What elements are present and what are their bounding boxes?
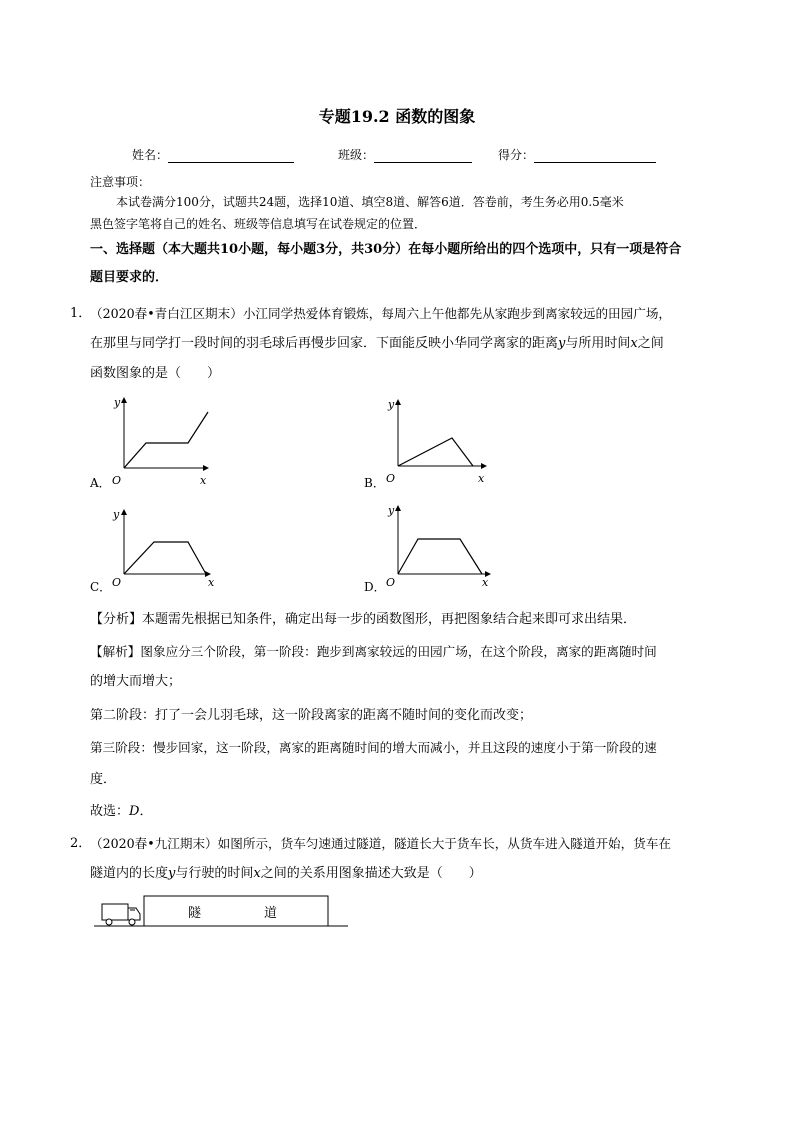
page-title: 专题19.2 函数的图象 xyxy=(318,107,476,126)
q1-line2-end: 之间 xyxy=(637,336,664,351)
name-label: 姓名： xyxy=(132,148,169,162)
y-axis-label: y xyxy=(388,398,395,411)
var-y: y xyxy=(558,336,566,351)
x-axis-label: x xyxy=(208,576,215,589)
class-field-label xyxy=(338,146,472,163)
var-x: x xyxy=(253,866,261,881)
option-c-label[interactable]: C． xyxy=(90,580,112,594)
graph-line xyxy=(398,539,482,574)
class-blank xyxy=(374,150,472,163)
y-axis-label: y xyxy=(113,508,120,521)
score-field-label xyxy=(498,146,656,163)
tunnel-label-2: 道 xyxy=(264,906,278,921)
origin-label: O xyxy=(112,474,122,487)
answer-prefix: 故选： xyxy=(90,804,130,819)
notice-line-1: 本试卷满分100分，试题共24题，选择10道、填空8道、解答6道．答卷前，考生务必用0.5毫米 xyxy=(116,195,624,209)
x-axis-label: x xyxy=(482,576,489,589)
y-axis-label: y xyxy=(388,504,395,517)
tunnel-label-1: 隧 xyxy=(188,906,202,921)
stage-3-line-1: 第三阶段：慢步回家，这一阶段，离家的距离随时间的增大而减小，并且这段的速度小于第一阶段的速 xyxy=(90,740,657,755)
question-1-number: 1． xyxy=(70,306,92,321)
question-1-line-1: （2020春•青白江区期末）小江同学热爱体育锻炼，每周六上午他都先从家跑步到离家较远的田园广场， xyxy=(90,306,672,321)
x-axis-label: x xyxy=(200,474,207,487)
q1-line2-text: 在那里与同学打一段时间的羽毛球后再慢步回家．下面能反映小华同学离家的距离 xyxy=(90,336,559,351)
class-label: 班级： xyxy=(338,148,375,162)
option-d-label[interactable]: D． xyxy=(364,580,386,594)
truck-tunnel-figure xyxy=(92,892,352,932)
question-2-line-2 xyxy=(90,866,482,882)
notice-heading: 注意事项： xyxy=(90,175,151,189)
q1-line2-mid: 与所用时间 xyxy=(565,336,631,351)
var-y: y xyxy=(168,866,176,881)
section-heading-line-2: 题目要求的． xyxy=(90,270,169,285)
tunnel-box xyxy=(144,896,328,926)
question-2-number: 2． xyxy=(70,836,92,851)
name-field-label xyxy=(132,146,294,163)
option-a-label[interactable]: A． xyxy=(90,476,111,490)
graph-line xyxy=(398,438,473,466)
score-label: 得分： xyxy=(498,148,535,162)
var-x: x xyxy=(630,336,638,351)
answer-value: D xyxy=(129,804,140,819)
graph-line xyxy=(124,542,206,574)
option-a-graph[interactable] xyxy=(104,392,216,488)
origin-label: O xyxy=(386,472,396,485)
question-1-line-2 xyxy=(90,336,664,352)
x-axis-label: x xyxy=(478,472,485,485)
truck-icon xyxy=(102,904,140,925)
name-blank xyxy=(168,150,294,163)
section-heading-line-1: 一、选择题（本大题共10小题，每小题3分，共30分）在每小题所给出的四个选项中，只有一项是符合 xyxy=(90,242,682,257)
q2-line2-c: 之间的关系用图象描述大致是（ ） xyxy=(260,866,482,881)
origin-label: O xyxy=(112,576,122,589)
origin-label: O xyxy=(386,576,396,589)
option-c-graph[interactable] xyxy=(104,502,216,592)
q2-line2-b: 与行驶的时间 xyxy=(175,866,254,881)
notice-line-2: 黑色签字笔将自己的姓名、班级等信息填写在试卷规定的位置． xyxy=(90,217,427,231)
solution-line-1: 【解析】图象应分三个阶段，第一阶段：跑步到离家较远的田园广场，在这个阶段，离家的距离随时间 xyxy=(90,644,657,659)
y-axis-label: y xyxy=(114,396,121,409)
question-2-line-1: （2020春•九江期末）如图所示，货车匀速通过隧道，隧道长大于货车长，从货车进入隧道开始，货车在 xyxy=(90,836,672,851)
option-b-graph[interactable] xyxy=(378,392,490,488)
stage-2-text: 第二阶段：打了一会儿羽毛球，这一阶段离家的距离不随时间的变化而改变； xyxy=(90,708,533,723)
option-b-label[interactable]: B． xyxy=(364,476,385,490)
answer-suffix: ． xyxy=(139,804,153,819)
question-1-line-3: 函数图象的是（ ） xyxy=(90,366,221,381)
stage-3-line-2: 度． xyxy=(90,772,117,787)
option-d-graph[interactable] xyxy=(378,498,494,592)
q2-line2-a: 隧道内的长度 xyxy=(90,866,169,881)
score-blank xyxy=(534,150,656,163)
analysis-text: 【分析】本题需先根据已知条件，确定出每一步的函数图形，再把图象结合起来即可求出结果． xyxy=(90,612,637,627)
graph-line xyxy=(124,412,208,468)
solution-line-2: 的增大而增大； xyxy=(90,674,182,689)
answer-line xyxy=(90,804,152,820)
